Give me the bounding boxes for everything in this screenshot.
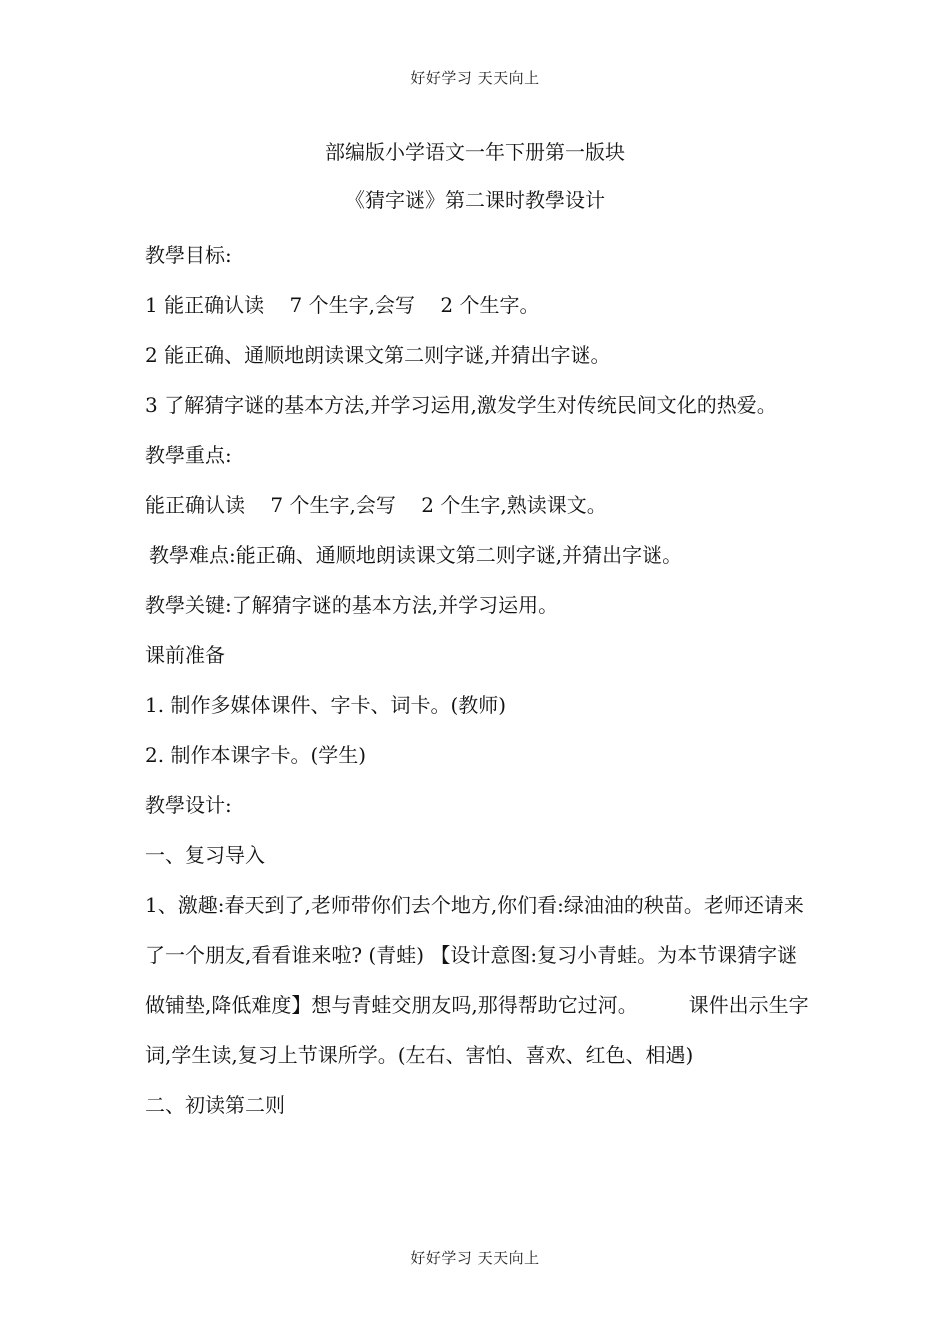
document-subtitle: 《猜字谜》第二课时教學设计 (345, 188, 605, 212)
goal-item: 2 能正确、通顺地朗读课文第二则字谜,并猜出字谜。 (145, 343, 611, 367)
step-text: 1、激趣:春天到了,老师带你们去个地方,你们看:绿油油的秧苗。老师还请来了一个朋友,看看谁来啦? (青蛙) 【设计意图:复习小青蛙。为本节课猜字谜做铺垫,降低难度】想与青蛙交朋友吗,那得帮助它过河。 课件出示生字词,学生读,复习上节课所学。(左右、害怕、喜欢、红色、相遇) (145, 893, 809, 1067)
difficulties-text: 教學难点:能正确、通顺地朗读课文第二则字谜,并猜出字谜。 (149, 543, 683, 567)
document-title: 部编版小学语文一年下册第一版块 (325, 140, 625, 164)
preparation-item: 1. 制作多媒体课件、字卡、词卡。(教师) (145, 693, 507, 717)
step-heading: 一、复习导入 (145, 843, 265, 867)
document-body (145, 230, 815, 1130)
section-heading-key-points: 教學重点: (145, 443, 232, 467)
page-footer: 好好学习 天天向上 (410, 1249, 540, 1267)
preparation-item: 2. 制作本课字卡。(学生) (145, 743, 367, 767)
section-heading-preparation: 课前准备 (145, 643, 225, 667)
section-heading-design: 教學设计: (145, 793, 232, 817)
step-heading: 二、初读第二则 (145, 1093, 285, 1117)
page-header: 好好学习 天天向上 (410, 69, 540, 87)
goal-item: 1 能正确认读 7 个生字,会写 2 个生字。 (145, 293, 540, 317)
section-heading-goals: 教學目标: (145, 243, 232, 267)
key-text: 教學关键:了解猜字谜的基本方法,并学习运用。 (145, 593, 559, 617)
key-points-text: 能正确认读 7 个生字,会写 2 个生字,熟读课文。 (145, 493, 607, 517)
goal-item: 3 了解猜字谜的基本方法,并学习运用,激发学生对传统民间文化的热爱。 (145, 393, 777, 417)
